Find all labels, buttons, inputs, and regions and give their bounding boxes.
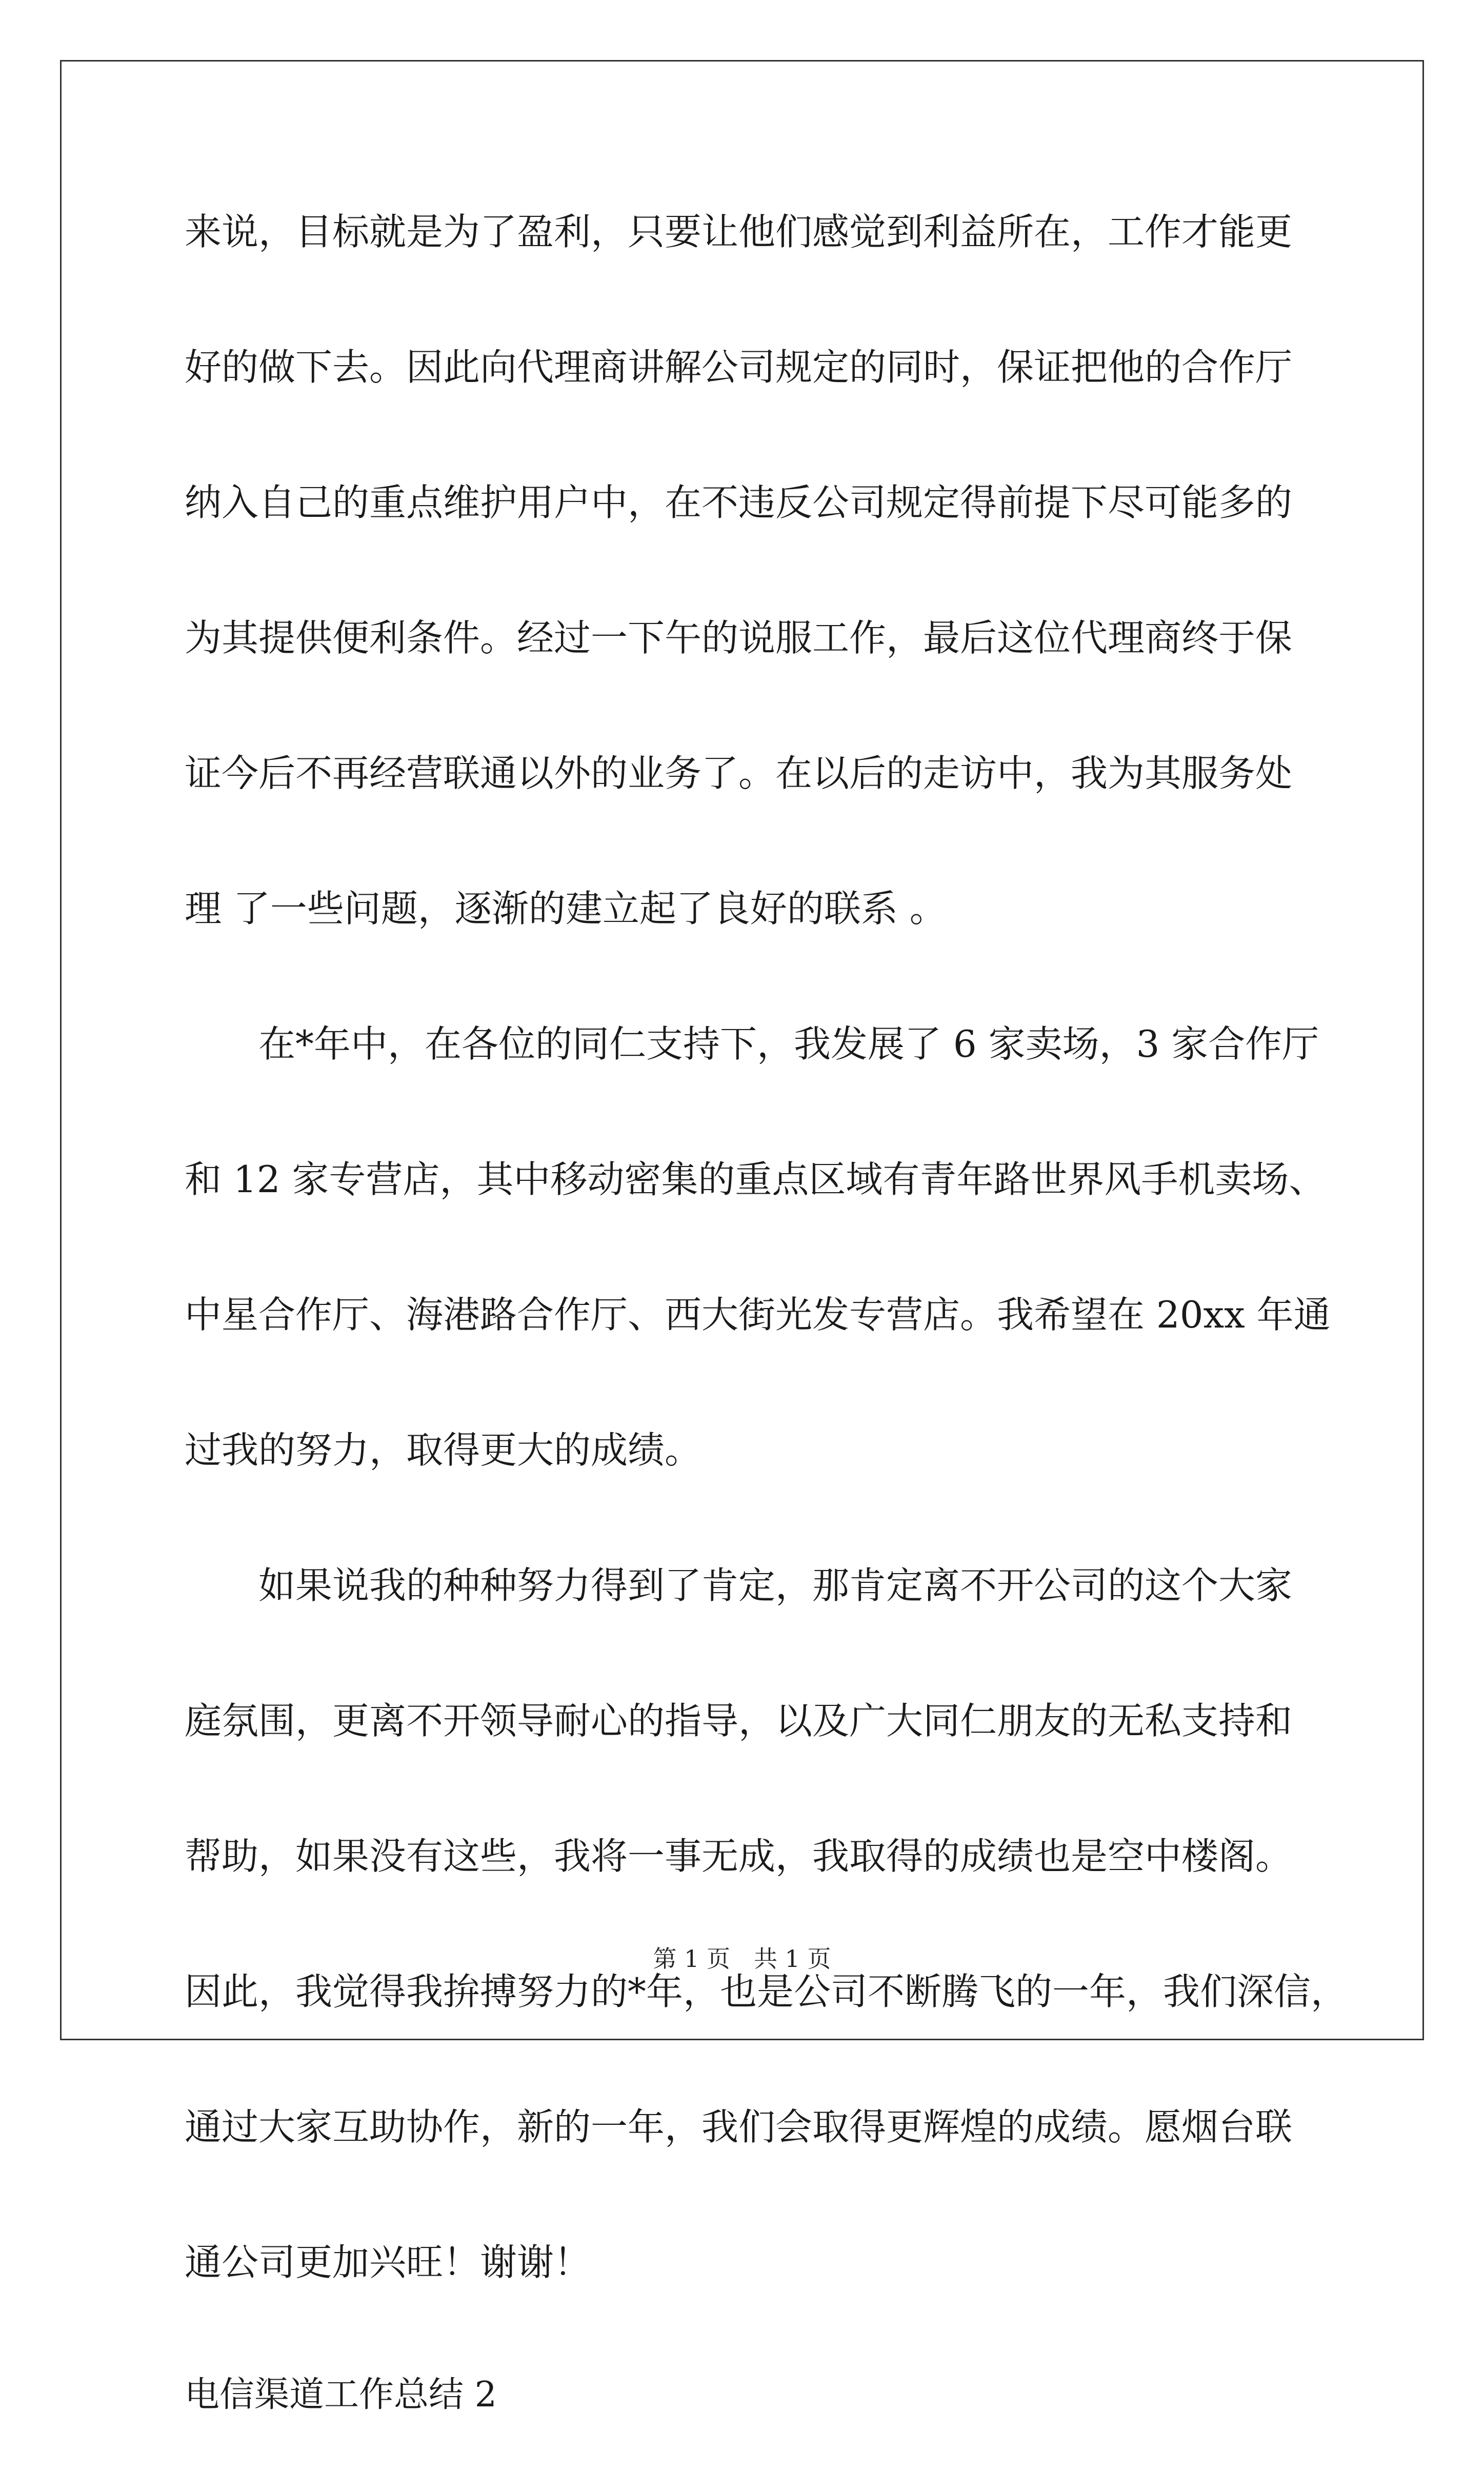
text-line: 为其提供便利条件。经过一下午的说服工作，最后这位代理商终于保 xyxy=(185,616,1293,659)
text-line: 过我的努力，取得更大的成绩。 xyxy=(185,1429,702,1472)
text-line: 如果说我的种种努力得到了肯定，那肯定离不开公司的这个大家 xyxy=(258,1564,1293,1607)
text-line: 通过大家互助协作，新的一年，我们会取得更辉煌的成绩。愿烟台联 xyxy=(185,2105,1293,2148)
text-line: 帮助，如果没有这些，我将一事无成，我取得的成绩也是空中楼阁。 xyxy=(185,1835,1293,1878)
text-line: 纳入自己的重点维护用户中，在不违反公司规定得前提下尽可能多的 xyxy=(185,481,1293,524)
text-line: 证今后不再经营联通以外的业务了。在以后的走访中，我为其服务处 xyxy=(185,752,1293,795)
text-line: 因此，我觉得我拚搏努力的*年，也是公司不断腾飞的一年，我们深信， xyxy=(185,1970,1348,2013)
text-line: 通公司更加兴旺！谢谢！ xyxy=(185,2241,591,2284)
text-line: 来说，目标就是为了盈利，只要让他们感觉到利益所在，工作才能更 xyxy=(185,210,1293,253)
page-footer xyxy=(0,1943,1484,1974)
text-line: 好的做下去。因此向代理商讲解公司规定的同时，保证把他的合作厅 xyxy=(185,346,1293,389)
text-line: 庭氛围，更离不开领导耐心的指导，以及广大同仁朋友的无私支持和 xyxy=(185,1699,1293,1742)
section-heading: 电信渠道工作总结 2 xyxy=(185,2375,497,2415)
page-count: 共 1 页 xyxy=(754,1945,831,1973)
text-line: 中星合作厅、海港路合作厅、西大街光发专营店。我希望在 20xx 年通 xyxy=(185,1293,1331,1336)
text-line: 在*年中，在各位的同仁支持下，我发展了 6 家卖场，3 家合作厅 xyxy=(258,1022,1319,1066)
text-line: 和 12 家专营店，其中移动密集的重点区域有青年路世界风手机卖场、 xyxy=(185,1158,1326,1201)
page-number: 第 1 页 xyxy=(653,1945,730,1973)
document-body xyxy=(185,191,1348,2492)
text-line: 理 了一些问题，逐渐的建立起了良好的联系 。 xyxy=(185,887,947,930)
